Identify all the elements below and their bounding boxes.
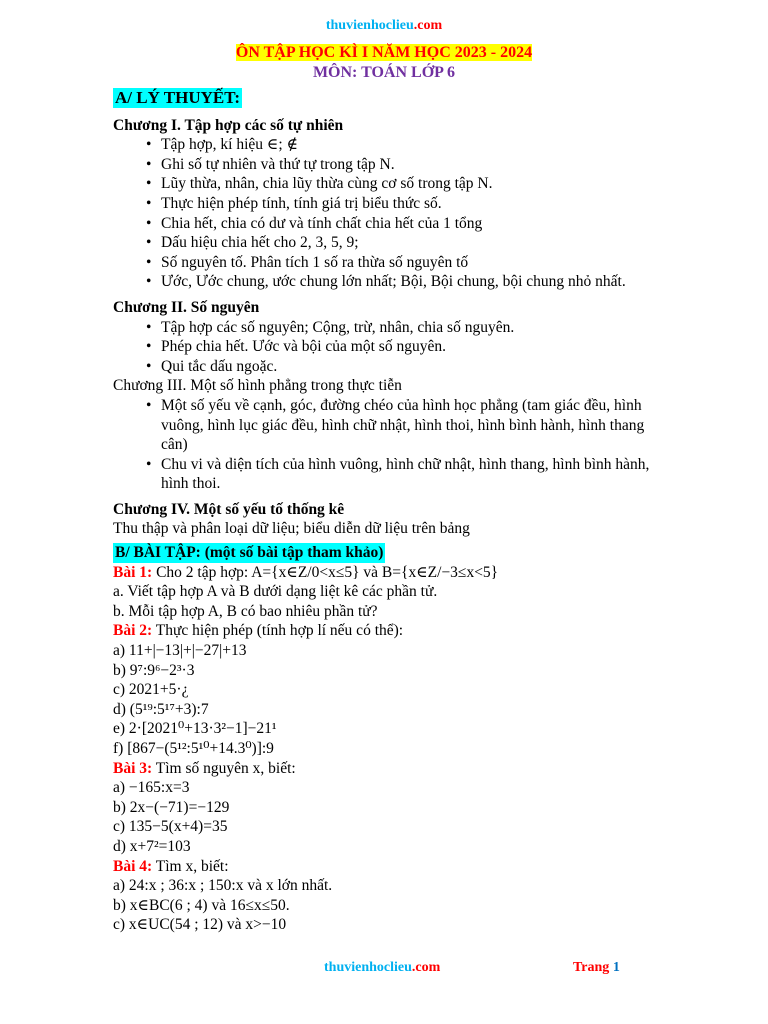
exercise-item: a. Viết tập hợp A và B dưới dạng liệt kê các phần tử. [113,583,438,601]
exercise-item: c) 2021+5·¿ [113,681,189,699]
exercise-label: Bài 4: [113,857,153,875]
chapter-3-title: Chương III. Một số hình phẳng trong thực tiễn [113,377,402,395]
list-item: • Chia hết, chia có dư và tính chất chia hết của 1 tổng [161,214,653,234]
exercise-4: Bài 4: Tìm x, biết: [113,857,229,875]
document-body [113,88,653,935]
chapter-4-title: Chương IV. Một số yếu tố thống kê [113,500,345,518]
exercise-item: b) x∈BC(6 ; 4) và 16≤x≤50. [113,896,290,914]
site-header [0,18,768,34]
list-item: • Số nguyên tố. Phân tích 1 số ra thừa số nguyên tố [161,253,653,273]
exercise-1: Bài 1: Cho 2 tập hợp: A={x∈Z/0<x≤5} và B={x∈Z/−3≤x<5} [113,563,499,581]
exercise-item: a) −165:x=3 [113,779,190,797]
chapter-1-list [113,135,653,292]
footer-site [324,960,440,976]
page-number [573,960,620,976]
exercise-item: e) 2·[2021⁰+13·3²−1]−21¹ [113,720,277,738]
footer-site-name: thuvienhoclieu [324,960,412,975]
exercise-item: d) x+7²=103 [113,837,191,855]
exercise-item: a) 24:x ; 36:x ; 150:x và x lớn nhất. [113,877,333,895]
exercise-label: Bài 2: [113,622,153,640]
doc-subtitle: MÔN: TOÁN LỚP 6 [312,64,456,81]
chapter-4-text: Thu thập và phân loại dữ liệu; biểu diễn dữ liệu trên bảng [113,520,470,538]
chapter-3-list [113,396,653,494]
exercise-item: b) 2x−(−71)=−129 [113,798,230,816]
exercise-item: b. Mỗi tập hợp A, B có bao nhiêu phần tử? [113,602,378,620]
exercise-item: a) 11+|−13|+|−27|+13 [113,642,247,660]
list-item: • Tập hợp, kí hiệu ∈; ∉ [161,135,653,155]
list-item: • Dấu hiệu chia hết cho 2, 3, 5, 9; [161,233,653,253]
exercise-2: Bài 2: Thực hiện phép (tính hợp lí nếu có thể): [113,622,404,640]
exercise-item: d) (5¹⁹:5¹⁷+3):7 [113,700,209,718]
list-item: • Ghi số tự nhiên và thứ tự trong tập N. [161,155,653,175]
exercise-item: b) 9⁷:9⁶−2³·3 [113,661,195,679]
list-item: • Chu vi và diện tích của hình vuông, hình chữ nhật, hình thang, hình bình hành, hình thoi. [161,455,653,494]
exercise-3: Bài 3: Tìm số nguyên x, biết: [113,759,296,777]
list-item: • Ước, Ước chung, ước chung lớn nhất; Bội, Bội chung, bội chung nhỏ nhất. [161,272,653,292]
chapter-2-title: Chương II. Số nguyên [113,298,260,316]
footer-site-tld: .com [411,960,441,975]
doc-title: ÔN TẬP HỌC KÌ I NĂM HỌC 2023 - 2024 [235,44,533,61]
list-item: • Qui tắc dấu ngoặc. [161,357,653,377]
site-name: thuvienhoclieu [325,18,414,33]
chapter-1-title: Chương I. Tập hợp các số tự nhiên [113,116,344,134]
chapter-2-list [113,318,653,377]
page-number-value: 1 [612,960,620,975]
exercise-label: Bài 3: [113,759,153,777]
exercise-label: Bài 1: [113,563,153,581]
list-item: • Một số yếu về cạnh, góc, đường chéo của hình học phẳng (tam giác đều, hình vuông, hình lục giác đều, hình chữ nhật, hình thoi, hình bình hành, hình thang cân) [161,396,653,455]
site-tld: .com [413,18,443,33]
exercise-item: f) [867−(5¹²:5¹⁰+14.3⁰)]:9 [113,740,274,757]
list-item: • Lũy thừa, nhân, chia lũy thừa cùng cơ số trong tập N. [161,174,653,194]
exercises-heading: B/ BÀI TẬP: (một số bài tập tham khảo) [115,544,384,562]
list-item: • Tập hợp các số nguyên; Cộng, trừ, nhân, chia số nguyên. [161,318,653,338]
theory-heading: A/ LÝ THUYẾT: [115,88,241,107]
page-label: Trang [573,960,613,975]
exercise-item: c) x∈UC(54 ; 12) và x>−10 [113,916,287,934]
exercise-item: c) 135−5(x+4)=35 [113,818,228,836]
list-item: • Thực hiện phép tính, tính giá trị biểu thức số. [161,194,653,214]
list-item: • Phép chia hết. Ước và bội của một số nguyên. [161,337,653,357]
